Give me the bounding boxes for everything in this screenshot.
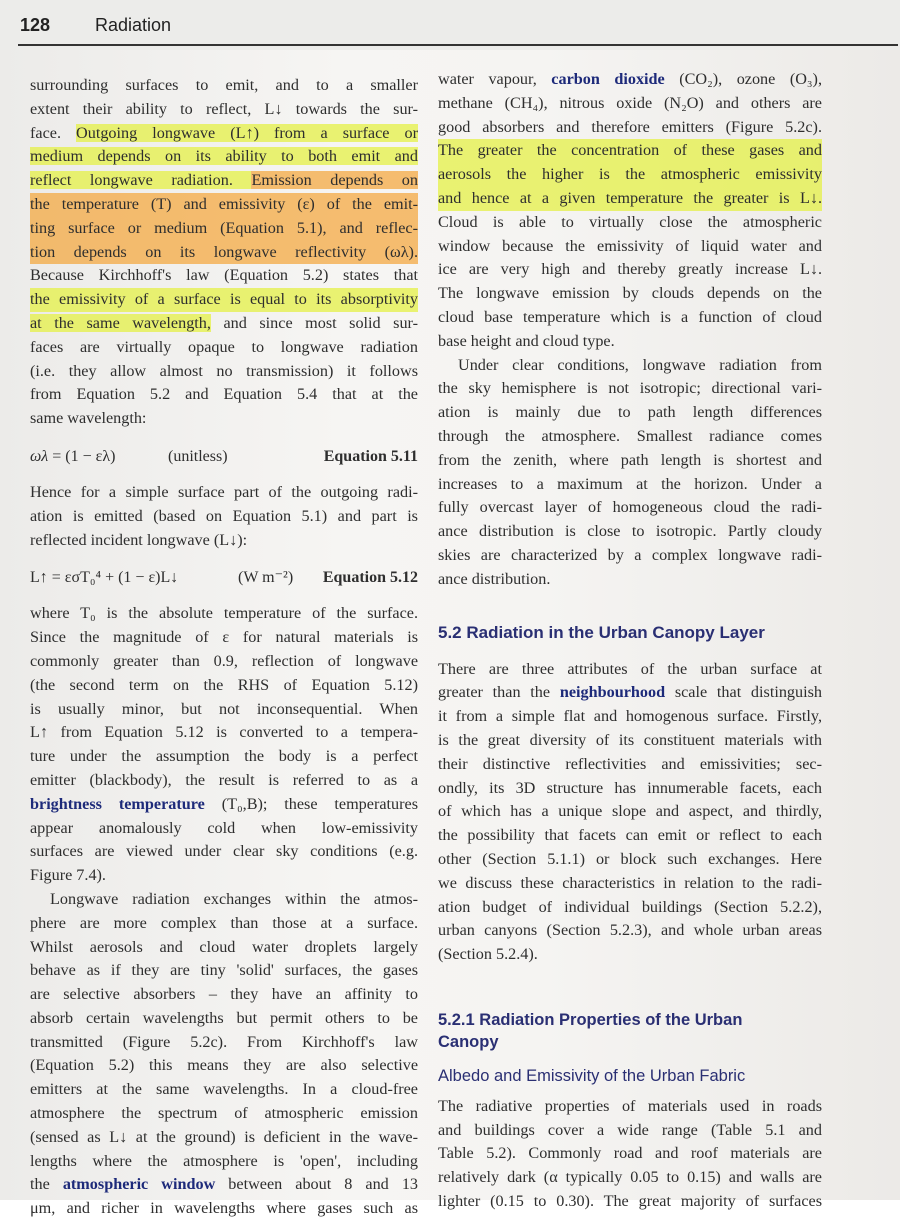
highlight-orange-line: ting surface or medium (Equation 5.1), and reflec- [30, 217, 418, 241]
text-line [30, 169, 418, 193]
text-line: greater than the neighbourhood scale that distinguish [438, 683, 822, 702]
text-line: extent their ability to reflect, L↓ towards the sur- [30, 99, 418, 118]
text-line: is usually minor, but not inconsequential. When [30, 699, 418, 718]
text-line: it from a simple flat and homogenous surface. Firstly, [438, 707, 822, 726]
text-line: through the atmosphere. Smallest radiance comes [438, 426, 822, 445]
text-line: The radiative properties of materials used in roads [438, 1096, 822, 1115]
equation-5-11 [30, 445, 418, 471]
equation-label: Equation 5.12 [322, 569, 418, 587]
text-line: Whilst aerosols and cloud water droplets largely [30, 937, 418, 956]
text-line: faces are virtually opaque to longwave radiation [30, 337, 418, 356]
text-line: Table 5.2). Commonly road and roof materials are [438, 1144, 822, 1163]
section-5-2-heading: 5.2 Radiation in the Urban Canopy Layer [438, 622, 765, 642]
text-line: (Equation 5.2) this means they are also selective [30, 1056, 418, 1075]
left-paragraph-1 [30, 74, 418, 431]
page-number: 128 [20, 15, 51, 35]
text-line: ice are very high and thereby greatly increase L↓. [438, 260, 822, 279]
text-line: increases to a maximum at the horizon. Under a [438, 474, 822, 493]
text-line: absorb certain wavelengths but permit others to be [30, 1008, 418, 1027]
text-line: and buildings cover a wide range (Table 5.1 and [438, 1120, 822, 1139]
right-paragraph-2 [438, 354, 822, 592]
text-line: the atmospheric window between about 8 and 13 [30, 1175, 419, 1194]
highlight-orange: Emission depends on [251, 171, 418, 190]
text-line: ture under the assumption the body is a perfect [30, 747, 418, 766]
equation-unit: (W m⁻²) [238, 569, 294, 587]
text-line: cloud base temperature which is a function of cloud [438, 307, 822, 326]
text-line: face. Outgoing longwave (L↑) from a surface or [30, 123, 419, 142]
text-line: their distinctive reflectivities and emissivities; sec- [438, 754, 822, 773]
text-line: where T₀ is the absolute temperature of the surface. [30, 604, 418, 623]
text-line: methane (CH₄), nitrous oxide (N₂O) and others are [438, 93, 822, 112]
text-line: ation budget of individual buildings (Section 5.2.2), [438, 897, 822, 916]
equation-formula: L↑ = εσT₀⁴ + (1 − ε)L↓ [30, 569, 179, 587]
text-line: are selective absorbers – they have an affinity to [30, 985, 418, 1004]
equation-formula: ωλ = (1 − ελ) [30, 447, 116, 465]
text-line: Cloud is able to virtually close the atmospheric [438, 212, 822, 231]
highlight-orange-line: the temperature (T) and emissivity (ε) of the emit- [30, 193, 418, 217]
text-line: ondly, its 3D structure has innumerable facets, each [438, 778, 822, 797]
text-line: ance distribution is close to isotropic. Partly cloudy [438, 522, 822, 541]
text-line: of which has a unique slope and aspect, and thirdly, [438, 802, 822, 821]
highlight-yellow: medium depends on its ability to both emit and [30, 147, 418, 166]
text-line: urban canyons (Section 5.2.3), and whole urban areas [438, 921, 822, 940]
text-line: at the same wavelength, and since most solid sur- [30, 313, 418, 332]
text-line: behave as if they are tiny 'solid' surfaces, the gases [30, 961, 418, 980]
text-line: ance distribution. [438, 569, 551, 588]
running-title: Radiation [95, 15, 172, 35]
text-line: base height and cloud type. [438, 331, 615, 350]
text-line: from the zenith, where path length is shortest and [438, 450, 822, 469]
text-line: (sensed as L↓ at the ground) is deficient in the wave- [30, 1127, 418, 1146]
right-paragraph-3 [438, 658, 822, 967]
keyword-brightness-temperature: brightness temperature [30, 794, 205, 813]
equation-5-12 [30, 566, 418, 592]
subheading-albedo-emissivity: Albedo and Emissivity of the Urban Fabric [438, 1066, 746, 1085]
text-line: same wavelength: [30, 409, 147, 428]
text-line: surrounding surfaces to emit, and to a smaller [30, 76, 418, 94]
highlight-yellow: reflect longwave radiation. [30, 171, 252, 190]
highlight-orange-line: tion depends on its longwave reflectivity (ωλ). [30, 241, 418, 265]
highlight-yellow-line: aerosols the higher is the atmospheric emissivity [438, 163, 822, 187]
text-line: Since the magnitude of ε for natural materials is [30, 628, 418, 647]
highlight-yellow-line: the emissivity of a surface is equal to its absorptivity [30, 288, 418, 312]
text-line: other (Section 5.1.1) or block such exchanges. Here [438, 849, 822, 868]
text-line: fully overcast layer of homogeneous cloud the radi- [438, 498, 822, 517]
text-line: the sky hemisphere is not isotropic; directional vari- [438, 379, 822, 398]
text-line: lengths where the atmosphere is 'open', including [30, 1151, 418, 1170]
left-column [30, 74, 418, 1221]
left-paragraph-3 [30, 602, 418, 888]
equation-unit: (unitless) [168, 447, 228, 465]
text-line: window because the emissivity of liquid water and [438, 236, 822, 255]
text-line: emitters at the same wavelengths. In a cloud-free [30, 1080, 418, 1099]
text-line: from Equation 5.2 and Equation 5.4 that at the [30, 385, 418, 404]
page-header [0, 0, 900, 50]
text-line: commonly greater than 0.9, reflection of longwave [30, 651, 418, 670]
text-line: good absorbers and therefore emitters (Figure 5.2c). [438, 117, 822, 136]
text-line: water vapour, carbon dioxide (CO₂), ozone (O₃), [438, 70, 822, 88]
text-line: relatively dark (α typically 0.05 to 0.15) and walls are [438, 1168, 822, 1187]
text-line: Hence for a simple surface part of the outgoing radi- [30, 482, 418, 501]
text-line: ation is mainly due to path length differences [438, 403, 822, 422]
keyword-carbon-dioxide: carbon dioxide [551, 70, 665, 88]
text-line: we discuss these characteristics in relation to the radi- [438, 873, 822, 892]
text-line: L↑ from Equation 5.12 is converted to a tempera- [30, 723, 418, 742]
keyword-atmospheric-window: atmospheric window [62, 1175, 216, 1194]
text-line [30, 145, 418, 169]
equation-label: Equation 5.11 [323, 447, 418, 465]
right-paragraph-1 [438, 68, 822, 354]
text-line: phere are more complex than those at a surface. [30, 913, 418, 932]
text-line: There are three attributes of the urban surface at [438, 659, 822, 678]
text-line: Under clear conditions, longwave radiation from [458, 355, 822, 374]
text-line: transmitted (Figure 5.2c). From Kirchhoff's law [30, 1032, 418, 1051]
highlight-yellow-line: and hence at a given temperature the greater is L↓. [438, 187, 822, 211]
text-line: reflected incident longwave (L↓): [30, 530, 248, 549]
header-rule [18, 44, 898, 46]
highlight-yellow: Outgoing longwave (L↑) from a surface or [76, 123, 419, 142]
text-line: the possibility that facets can emit or reflect to each [438, 826, 822, 845]
text-line: Figure 7.4). [30, 866, 106, 885]
text-line: Longwave radiation exchanges within the atmos- [50, 889, 418, 908]
text-line: atmosphere the spectrum of atmospheric emission [30, 1104, 418, 1123]
text-line: ation is emitted (based on Equation 5.1) and part is [30, 506, 418, 525]
text-line: appear anomalously cold when low-emissivity [30, 818, 418, 837]
left-paragraph-2 [30, 481, 418, 552]
right-paragraph-4 [438, 1095, 822, 1214]
text-line: skies are characterized by a complex longwave radi- [438, 545, 822, 564]
text-line: emitter (blackbody), the result is referred to as a [30, 770, 418, 789]
text-line: (i.e. they allow almost no transmission) it follows [30, 361, 418, 380]
left-paragraph-4 [30, 888, 418, 1221]
text-line: (the second term on the RHS of Equation 5.12) [30, 675, 418, 694]
right-column [438, 68, 822, 1214]
text-line: The longwave emission by clouds depends on the [438, 284, 822, 303]
highlight-yellow-line: The greater the concentration of these gases and [438, 139, 822, 163]
text-line: (Section 5.2.4). [438, 945, 538, 964]
highlight-yellow: at the same wavelength, [30, 313, 211, 332]
text-line: Because Kirchhoff's law (Equation 5.2) states that [30, 266, 418, 285]
text-line: is the great diversity of its constituent materials with [438, 730, 822, 749]
text-line: brightness temperature (T₀,B); these temperatures [30, 794, 418, 813]
section-5-2-1-heading: 5.2.1 Radiation Properties of the Urban Canopy [438, 1010, 743, 1051]
text-line: μm, and richer in wavelengths where gases such as [30, 1199, 418, 1218]
text-line: lighter (0.15 to 0.30). The great majority of surfaces [438, 1192, 822, 1211]
text-line: surfaces are viewed under clear sky conditions (e.g. [30, 842, 418, 861]
keyword-neighbourhood: neighbourhood [559, 683, 666, 702]
